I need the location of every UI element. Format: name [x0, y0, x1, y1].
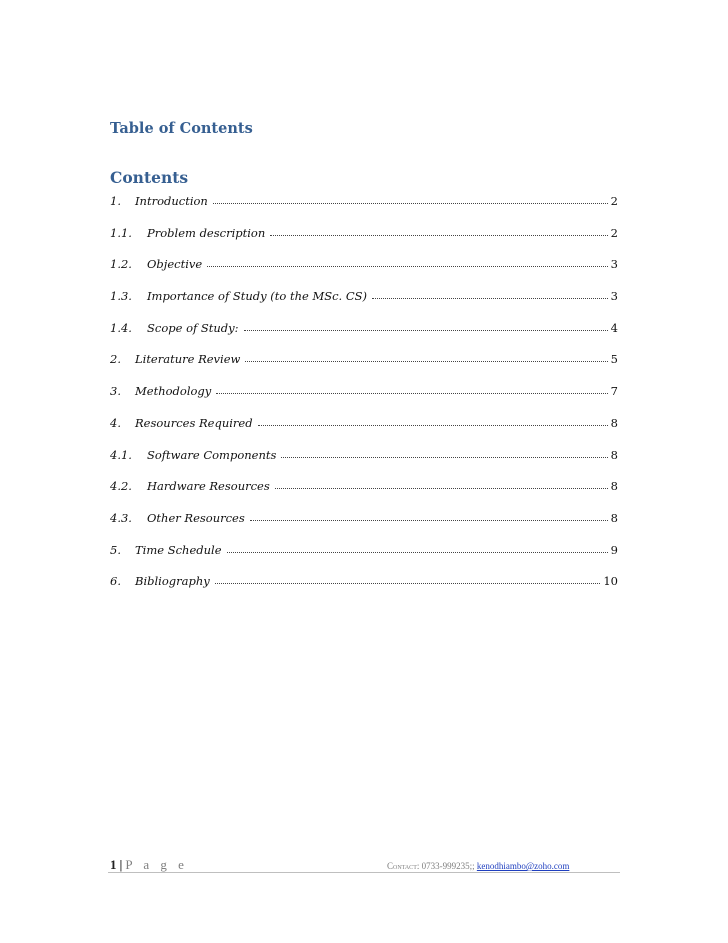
toc-entry[interactable] — [110, 313, 618, 345]
toc-entry-number: 5. — [110, 542, 121, 557]
contents-heading: Contents — [110, 168, 189, 187]
toc-entry-page: 8 — [610, 479, 618, 494]
table-of-contents — [110, 186, 618, 598]
toc-entry-number: 1. — [110, 194, 121, 208]
toc-entry[interactable] — [110, 249, 618, 281]
toc-entry-page: 9 — [610, 542, 618, 557]
toc-dot-leader — [215, 571, 601, 584]
toc-entry[interactable] — [110, 186, 618, 218]
toc-entry-number: 4.1. — [110, 447, 132, 462]
toc-entry-page: 3 — [610, 289, 618, 304]
toc-dot-leader — [372, 286, 608, 299]
toc-dot-leader — [207, 254, 607, 267]
toc-entry-page: 8 — [610, 415, 618, 430]
toc-entry-label: Scope of Study: — [147, 320, 239, 335]
toc-dot-leader — [216, 381, 607, 394]
page-separator: | — [119, 857, 123, 872]
toc-entry-number: 1.1. — [110, 225, 132, 240]
toc-entry-label: Importance of Study (to the MSc. CS) — [147, 289, 368, 304]
toc-entry[interactable] — [110, 344, 618, 376]
toc-entry-page: 3 — [610, 257, 618, 272]
toc-entry[interactable] — [110, 440, 618, 472]
toc-dot-leader — [250, 508, 608, 521]
toc-entry-number: 4.3. — [110, 510, 132, 525]
footer-rule — [108, 872, 620, 873]
toc-entry-page: 8 — [610, 447, 618, 462]
footer-page-label — [110, 857, 188, 873]
toc-entry[interactable] — [110, 503, 618, 535]
toc-entry-number: 1.2. — [110, 257, 132, 272]
toc-entry-number: 2. — [110, 352, 121, 367]
toc-entry-label: Introduction — [135, 194, 208, 208]
toc-entry-label: Bibliography — [135, 574, 210, 589]
toc-title: Table of Contents — [110, 120, 253, 137]
toc-entry-number: 4.2. — [110, 479, 132, 494]
contact-phone: : 0733-999235;; — [416, 861, 477, 871]
toc-dot-leader — [244, 318, 608, 331]
toc-entry-label: Software Components — [147, 447, 277, 462]
toc-dot-leader — [213, 191, 608, 204]
toc-entry-page: 2 — [610, 225, 618, 240]
toc-dot-leader — [281, 445, 607, 458]
toc-entry-page: 5 — [610, 352, 618, 367]
toc-dot-leader — [275, 476, 608, 489]
toc-entry[interactable] — [110, 281, 618, 313]
toc-entry[interactable] — [110, 408, 618, 440]
toc-entry-label: Literature Review — [135, 352, 241, 367]
toc-entry-page: 4 — [610, 320, 618, 335]
toc-entry-number: 6. — [110, 574, 121, 589]
toc-entry-page: 2 — [610, 194, 618, 208]
toc-entry-page: 8 — [610, 510, 618, 525]
toc-entry-number: 3. — [110, 384, 121, 399]
toc-dot-leader — [227, 540, 608, 553]
toc-entry[interactable] — [110, 376, 618, 408]
contact-label: Contact — [387, 861, 417, 871]
toc-entry-page: 10 — [603, 574, 618, 589]
page-word: P a g e — [125, 857, 188, 872]
toc-dot-leader — [258, 413, 608, 426]
footer-contact — [387, 861, 569, 871]
toc-entry[interactable] — [110, 535, 618, 567]
toc-entry-number: 1.4. — [110, 320, 132, 335]
toc-entry-label: Hardware Resources — [147, 479, 270, 494]
toc-entry-number: 4. — [110, 415, 121, 430]
toc-entry-label: Other Resources — [147, 510, 245, 525]
toc-entry-label: Objective — [147, 257, 203, 272]
toc-entry[interactable] — [110, 471, 618, 503]
toc-entry-number: 1.3. — [110, 289, 132, 304]
page-number: 1 — [110, 857, 117, 872]
toc-entry[interactable] — [110, 566, 618, 598]
toc-entry-page: 7 — [610, 384, 618, 399]
toc-entry-label: Problem description — [147, 225, 266, 240]
toc-entry-label: Methodology — [135, 384, 212, 399]
toc-entry-label: Time Schedule — [135, 542, 222, 557]
toc-dot-leader — [245, 349, 607, 362]
contact-email-link[interactable]: kenodhiambo@zoho.com — [476, 861, 570, 871]
toc-entry-label: Resources Required — [135, 415, 253, 430]
toc-dot-leader — [270, 223, 607, 236]
toc-entry[interactable] — [110, 218, 618, 250]
